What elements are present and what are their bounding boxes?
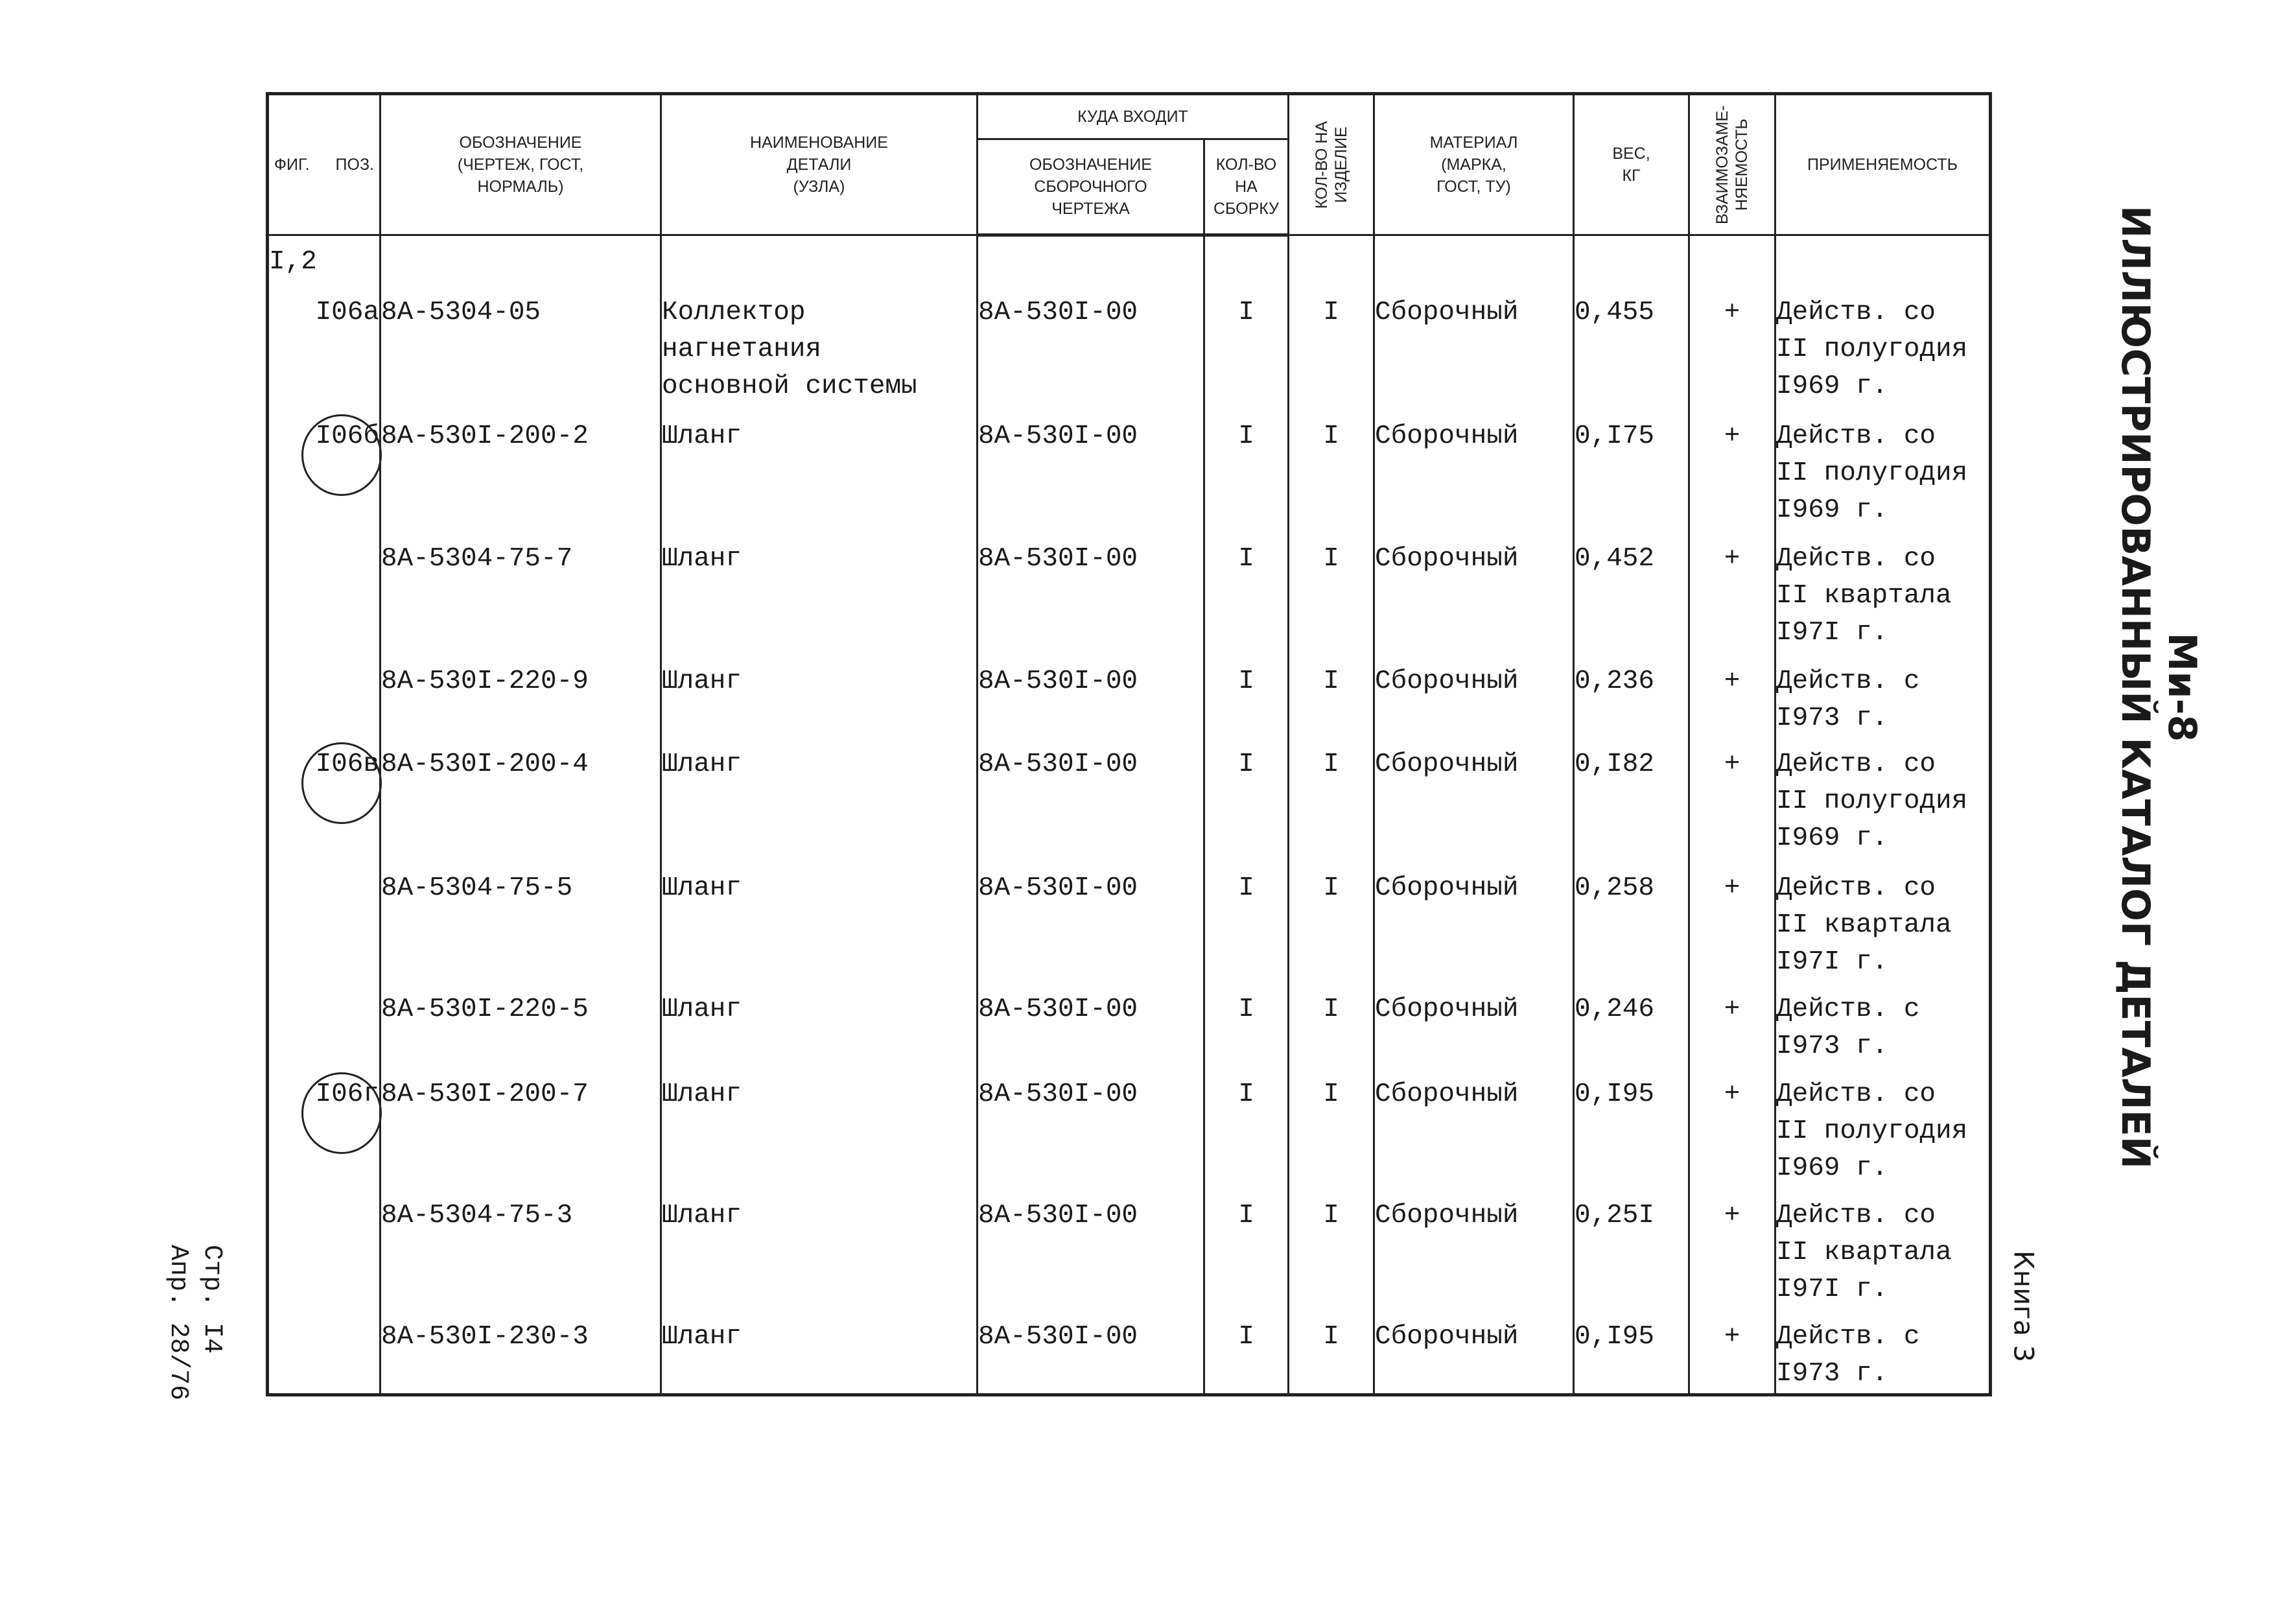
qty-per-assembly-text: I [1238,1201,1254,1231]
part-designation-text: 8А-530I-200-2 [381,421,589,451]
qty-per-assembly-text: I [1238,1079,1254,1110]
material-text: Сборочный [1375,873,1519,904]
qty-per-product-text: I [1323,749,1339,780]
assembly-drawing-text: 8А-530I-00 [978,1079,1138,1110]
material [1374,746,1574,870]
applicability-text: I969 г. [1776,1153,1888,1184]
position-circle-mark [301,1072,382,1154]
interchangeability [1689,541,1775,663]
part-designation [381,1076,661,1197]
material-text: Сборочный [1375,1079,1519,1110]
applicability [1775,663,1991,747]
catalog-side-title [2112,206,2205,1169]
applicability-text: Действ. со [1776,1201,1936,1231]
interchangeability-text: + [1724,749,1740,780]
assembly-drawing-text: 8А-530I-00 [978,421,1138,451]
applicability-text: Действ. со [1776,421,1936,451]
part-name [661,1076,978,1197]
material [1374,991,1574,1076]
header-name-line: ДЕТАЛИ [786,156,852,174]
interchangeability [1689,1319,1775,1395]
qty-per-product-text: I [1323,421,1339,451]
applicability-text: I973 г. [1776,1359,1888,1389]
applicability-text: I97I г. [1776,617,1888,648]
applicability-text: II полугодия [1776,334,1968,364]
interchangeability-text: + [1724,297,1740,327]
part-name [661,294,978,418]
weight [1574,870,1689,991]
table-row [268,1076,1991,1197]
assembly-drawing-text: 8А-530I-00 [978,1201,1138,1231]
weight-text: 0,I95 [1575,1079,1655,1110]
applicability-text: II полугодия [1776,1116,1968,1147]
part-name [661,991,978,1076]
figure-number: I,2 [268,235,381,294]
interchangeability [1689,1197,1775,1319]
qty-per-assembly-text: I [1238,666,1254,696]
table-row [268,294,1991,418]
applicability-text: I969 г. [1776,371,1888,401]
weight [1574,663,1689,747]
applicability-text: I973 г. [1776,1031,1888,1062]
part-designation [381,870,661,991]
qty-per-product-text: I [1323,1079,1339,1110]
part-designation-text: 8А-5304-75-5 [381,873,573,904]
qty-per-product [1289,418,1374,541]
qty-per-product [1289,663,1374,747]
qty-per-product-text: I [1323,666,1339,696]
qty-per-product-text: I [1323,873,1339,904]
interchangeability [1689,294,1775,418]
part-name-text: Шланг [662,1322,742,1352]
header-interchangeability [1689,94,1775,235]
position-number [268,1319,381,1395]
assembly-drawing-text: 8А-530I-00 [978,1322,1138,1352]
qty-per-product-text: I [1323,1201,1339,1231]
weight [1574,541,1689,663]
qty-per-product [1289,294,1374,418]
qty-per-product [1289,746,1374,870]
part-name-text: Шланг [662,873,742,904]
page-number: Стр. I4 [197,1244,226,1354]
part-name-text: Шланг [662,421,742,451]
position-number [268,418,381,541]
qty-per-assembly [1204,1319,1289,1395]
assembly-drawing [978,1076,1204,1197]
part-designation [381,991,661,1076]
applicability-text: Действ. с [1776,1322,1920,1352]
header-designation-line: ОБОЗНАЧЕНИЕ [459,134,582,152]
part-designation [381,1319,661,1395]
table-row [268,870,1991,991]
header-applicability: ПРИМЕНЯЕМОСТЬ [1775,94,1991,235]
assembly-drawing-text: 8А-530I-00 [978,543,1138,574]
interchangeability-text: + [1724,994,1740,1025]
header-weight [1574,94,1689,235]
interchangeability-text: + [1724,1322,1740,1352]
header-weight-line: КГ [1622,167,1641,185]
header-material [1374,94,1574,235]
material-text: Сборочный [1375,1201,1519,1231]
part-designation [381,418,661,541]
qty-per-assembly [1204,663,1289,747]
qty-per-product [1289,1076,1374,1197]
material-text: Сборочный [1375,1322,1519,1352]
header-weight-line: ВЕС, [1612,145,1650,163]
applicability [1775,746,1991,870]
table-row [268,1319,1991,1395]
interchangeability-text: + [1724,1201,1740,1231]
header-name-line: (УЗЛА) [793,178,845,196]
applicability [1775,418,1991,541]
header-designation-line: (ЧЕРТЕЖ, ГОСТ, [457,156,584,174]
applicability-text: I97I г. [1776,1275,1888,1305]
applicability-text: I97I г. [1776,947,1888,978]
part-designation [381,746,661,870]
material-text: Сборочный [1375,297,1519,327]
header-interchangeability-label: ВЗАИМОЗАМЕ-НЯЕМОСТЬ [1713,105,1751,224]
header-material-line: (МАРКА, [1441,156,1506,174]
position-circle-mark [301,414,382,496]
assembly-drawing [978,746,1204,870]
table-row [268,541,1991,663]
weight [1574,991,1689,1076]
position-circle-mark [301,742,382,824]
applicability-text: Действ. с [1776,994,1920,1025]
weight [1574,1319,1689,1395]
parts-table [266,92,1992,1396]
table-row [268,663,1991,747]
weight [1574,1197,1689,1319]
part-name-text: Шланг [662,543,742,574]
applicability-text: I969 г. [1776,823,1888,854]
weight-text: 0,236 [1575,666,1655,696]
position-number [268,294,381,418]
assembly-drawing [978,991,1204,1076]
header-poz: ПОЗ. [335,156,374,174]
header-designation-line: НОРМАЛЬ) [477,178,564,196]
qty-per-product [1289,870,1374,991]
interchangeability [1689,1076,1775,1197]
applicability-text: Действ. с [1776,666,1920,696]
position-number-text: I06г [315,1079,379,1110]
part-name-text: основной системы [662,371,917,401]
qty-per-product [1289,1197,1374,1319]
assembly-drawing-text: 8А-530I-00 [978,297,1138,327]
assembly-drawing [978,1197,1204,1319]
header-qty-assembly-line: КОЛ-ВО [1215,156,1277,174]
header-assembly-drawing [978,139,1204,235]
qty-per-product [1289,1319,1374,1395]
qty-per-product [1289,991,1374,1076]
interchangeability-text: + [1724,1079,1740,1110]
assembly-drawing-text: 8А-530I-00 [978,666,1138,696]
header-qty-assembly-line: НА [1235,178,1258,196]
material [1374,1319,1574,1395]
qty-per-assembly [1204,418,1289,541]
position-number-text: I06в [315,749,379,780]
position-number [268,746,381,870]
material [1374,663,1574,747]
weight-text: 0,I82 [1575,749,1655,780]
qty-per-assembly-text: I [1238,297,1254,327]
weight [1574,1076,1689,1197]
material-text: Сборочный [1375,543,1519,574]
table-body [268,235,1991,1395]
assembly-drawing-text: 8А-530I-00 [978,873,1138,904]
part-name [661,870,978,991]
weight [1574,294,1689,418]
position-number [268,1197,381,1319]
header-qty-assembly [1204,139,1289,235]
applicability-text: II полугодия [1776,786,1968,817]
applicability-text: II полугодия [1776,458,1968,488]
header-where-used: КУДА ВХОДИТ [978,94,1289,139]
book-number: Книга 3 [2008,1250,2040,1363]
applicability [1775,1197,1991,1319]
page-info [161,1245,228,1400]
material-text: Сборочный [1375,749,1519,780]
weight-text: 0,258 [1575,873,1655,904]
table-row [268,746,1991,870]
interchangeability [1689,746,1775,870]
part-name-text: Коллектор нагнетания [662,297,822,364]
material [1374,418,1574,541]
assembly-drawing [978,1319,1204,1395]
header-material-line: МАТЕРИАЛ [1429,134,1518,152]
weight [1574,418,1689,541]
qty-per-assembly [1204,991,1289,1076]
position-number-text: I06а [315,297,379,327]
applicability [1775,870,1991,991]
applicability [1775,1076,1991,1197]
weight-text: 0,452 [1575,543,1655,574]
part-name [661,418,978,541]
position-number [268,541,381,663]
table-row [268,991,1991,1076]
table-row [268,418,1991,541]
header-name-line: НАИМЕНОВАНИЕ [750,134,888,152]
weight-text: 0,I75 [1575,421,1655,451]
header-qty-product-label: КОЛ-ВО НА ИЗДЕЛИЕ [1312,121,1350,209]
revision-date: Апр. 28/76 [163,1244,193,1401]
header-assembly-line: СБОРОЧНОГО [1034,178,1147,196]
applicability-text: I973 г. [1776,703,1888,733]
applicability [1775,991,1991,1076]
material [1374,1197,1574,1319]
applicability-text: Действ. со [1776,1079,1936,1110]
applicability-text: Действ. со [1776,873,1936,904]
header-fig: ФИГ. [274,156,310,174]
part-name-text: Шланг [662,666,742,696]
position-number-text: I06б [315,421,379,451]
header-qty-product [1289,94,1374,235]
qty-per-assembly [1204,1076,1289,1197]
qty-per-product-text: I [1323,543,1339,574]
weight-text: 0,246 [1575,994,1655,1025]
qty-per-assembly-text: I [1238,994,1254,1025]
part-name [661,746,978,870]
aircraft-model: Ми-8 [2159,632,2205,742]
assembly-drawing-text: 8А-530I-00 [978,749,1138,780]
part-designation [381,541,661,663]
part-designation-text: 8А-530I-230-3 [381,1322,589,1352]
interchangeability-text: + [1724,666,1740,696]
applicability-text: Действ. со [1776,749,1936,780]
material [1374,294,1574,418]
part-designation-text: 8А-5304-75-7 [381,543,573,574]
part-designation [381,1197,661,1319]
part-name-text: Шланг [662,994,742,1025]
qty-per-assembly-text: I [1238,749,1254,780]
material [1374,1076,1574,1197]
part-designation-text: 8А-530I-220-5 [381,994,589,1025]
part-designation-text: 8А-5304-05 [381,297,541,327]
position-number [268,870,381,991]
part-designation-text: 8А-530I-200-7 [381,1079,589,1110]
interchangeability-text: + [1724,543,1740,574]
part-name [661,1197,978,1319]
applicability-text: Действ. со [1776,297,1936,327]
part-name-text: Шланг [662,1201,742,1231]
applicability [1775,1319,1991,1395]
material-text: Сборочный [1375,666,1519,696]
applicability [1775,541,1991,663]
part-name [661,663,978,747]
qty-per-assembly-text: I [1238,873,1254,904]
interchangeability [1689,870,1775,991]
material-text: Сборочный [1375,994,1519,1025]
material [1374,541,1574,663]
part-designation-text: 8А-5304-75-3 [381,1201,573,1231]
header-name [661,94,978,235]
qty-per-assembly [1204,1197,1289,1319]
qty-per-assembly [1204,746,1289,870]
qty-per-assembly-text: I [1238,1322,1254,1352]
interchangeability [1689,991,1775,1076]
qty-per-product-text: I [1323,994,1339,1025]
assembly-drawing-text: 8А-530I-00 [978,994,1138,1025]
applicability [1775,294,1991,418]
part-name-text: Шланг [662,749,742,780]
assembly-drawing [978,294,1204,418]
part-designation-text: 8А-530I-220-9 [381,666,589,696]
qty-per-product-text: I [1323,297,1339,327]
position-number [268,1076,381,1197]
qty-per-assembly-text: I [1238,543,1254,574]
part-designation [381,294,661,418]
applicability-text: II квартала [1776,580,1952,611]
applicability-text: I969 г. [1776,495,1888,525]
part-name [661,541,978,663]
interchangeability [1689,663,1775,747]
position-number [268,663,381,747]
weight-text: 0,25I [1575,1201,1655,1231]
catalog-title: ИЛЛЮСТРИРОВАННЫЙ КАТАЛОГ ДЕТАЛЕЙ [2113,206,2158,1169]
qty-per-assembly [1204,870,1289,991]
table-row [268,1197,1991,1319]
weight-text: 0,I95 [1575,1322,1655,1352]
header-qty-assembly-line: СБОРКУ [1213,200,1280,218]
header-assembly-line: ЧЕРТЕЖА [1051,200,1130,218]
table-header [268,94,1991,235]
header-designation [381,94,661,235]
interchangeability [1689,418,1775,541]
interchangeability-text: + [1724,421,1740,451]
qty-per-product [1289,541,1374,663]
assembly-drawing [978,663,1204,747]
position-number [268,991,381,1076]
qty-per-assembly [1204,294,1289,418]
weight [1574,746,1689,870]
part-name-text: Шланг [662,1079,742,1110]
material [1374,870,1574,991]
assembly-drawing [978,418,1204,541]
part-designation-text: 8А-530I-200-4 [381,749,589,780]
assembly-drawing [978,541,1204,663]
applicability-text: Действ. со [1776,543,1936,574]
qty-per-assembly-text: I [1238,421,1254,451]
material-text: Сборочный [1375,421,1519,451]
qty-per-assembly [1204,541,1289,663]
header-fig-poz [268,94,381,235]
figure-row [268,235,1991,294]
applicability-text: II квартала [1776,1238,1952,1268]
part-designation [381,663,661,747]
weight-text: 0,455 [1575,297,1655,327]
part-name [661,1319,978,1395]
header-assembly-line: ОБОЗНАЧЕНИЕ [1029,156,1152,174]
interchangeability-text: + [1724,873,1740,904]
header-material-line: ГОСТ, ТУ) [1436,178,1511,196]
applicability-text: II квартала [1776,910,1952,941]
assembly-drawing [978,870,1204,991]
qty-per-product-text: I [1323,1322,1339,1352]
